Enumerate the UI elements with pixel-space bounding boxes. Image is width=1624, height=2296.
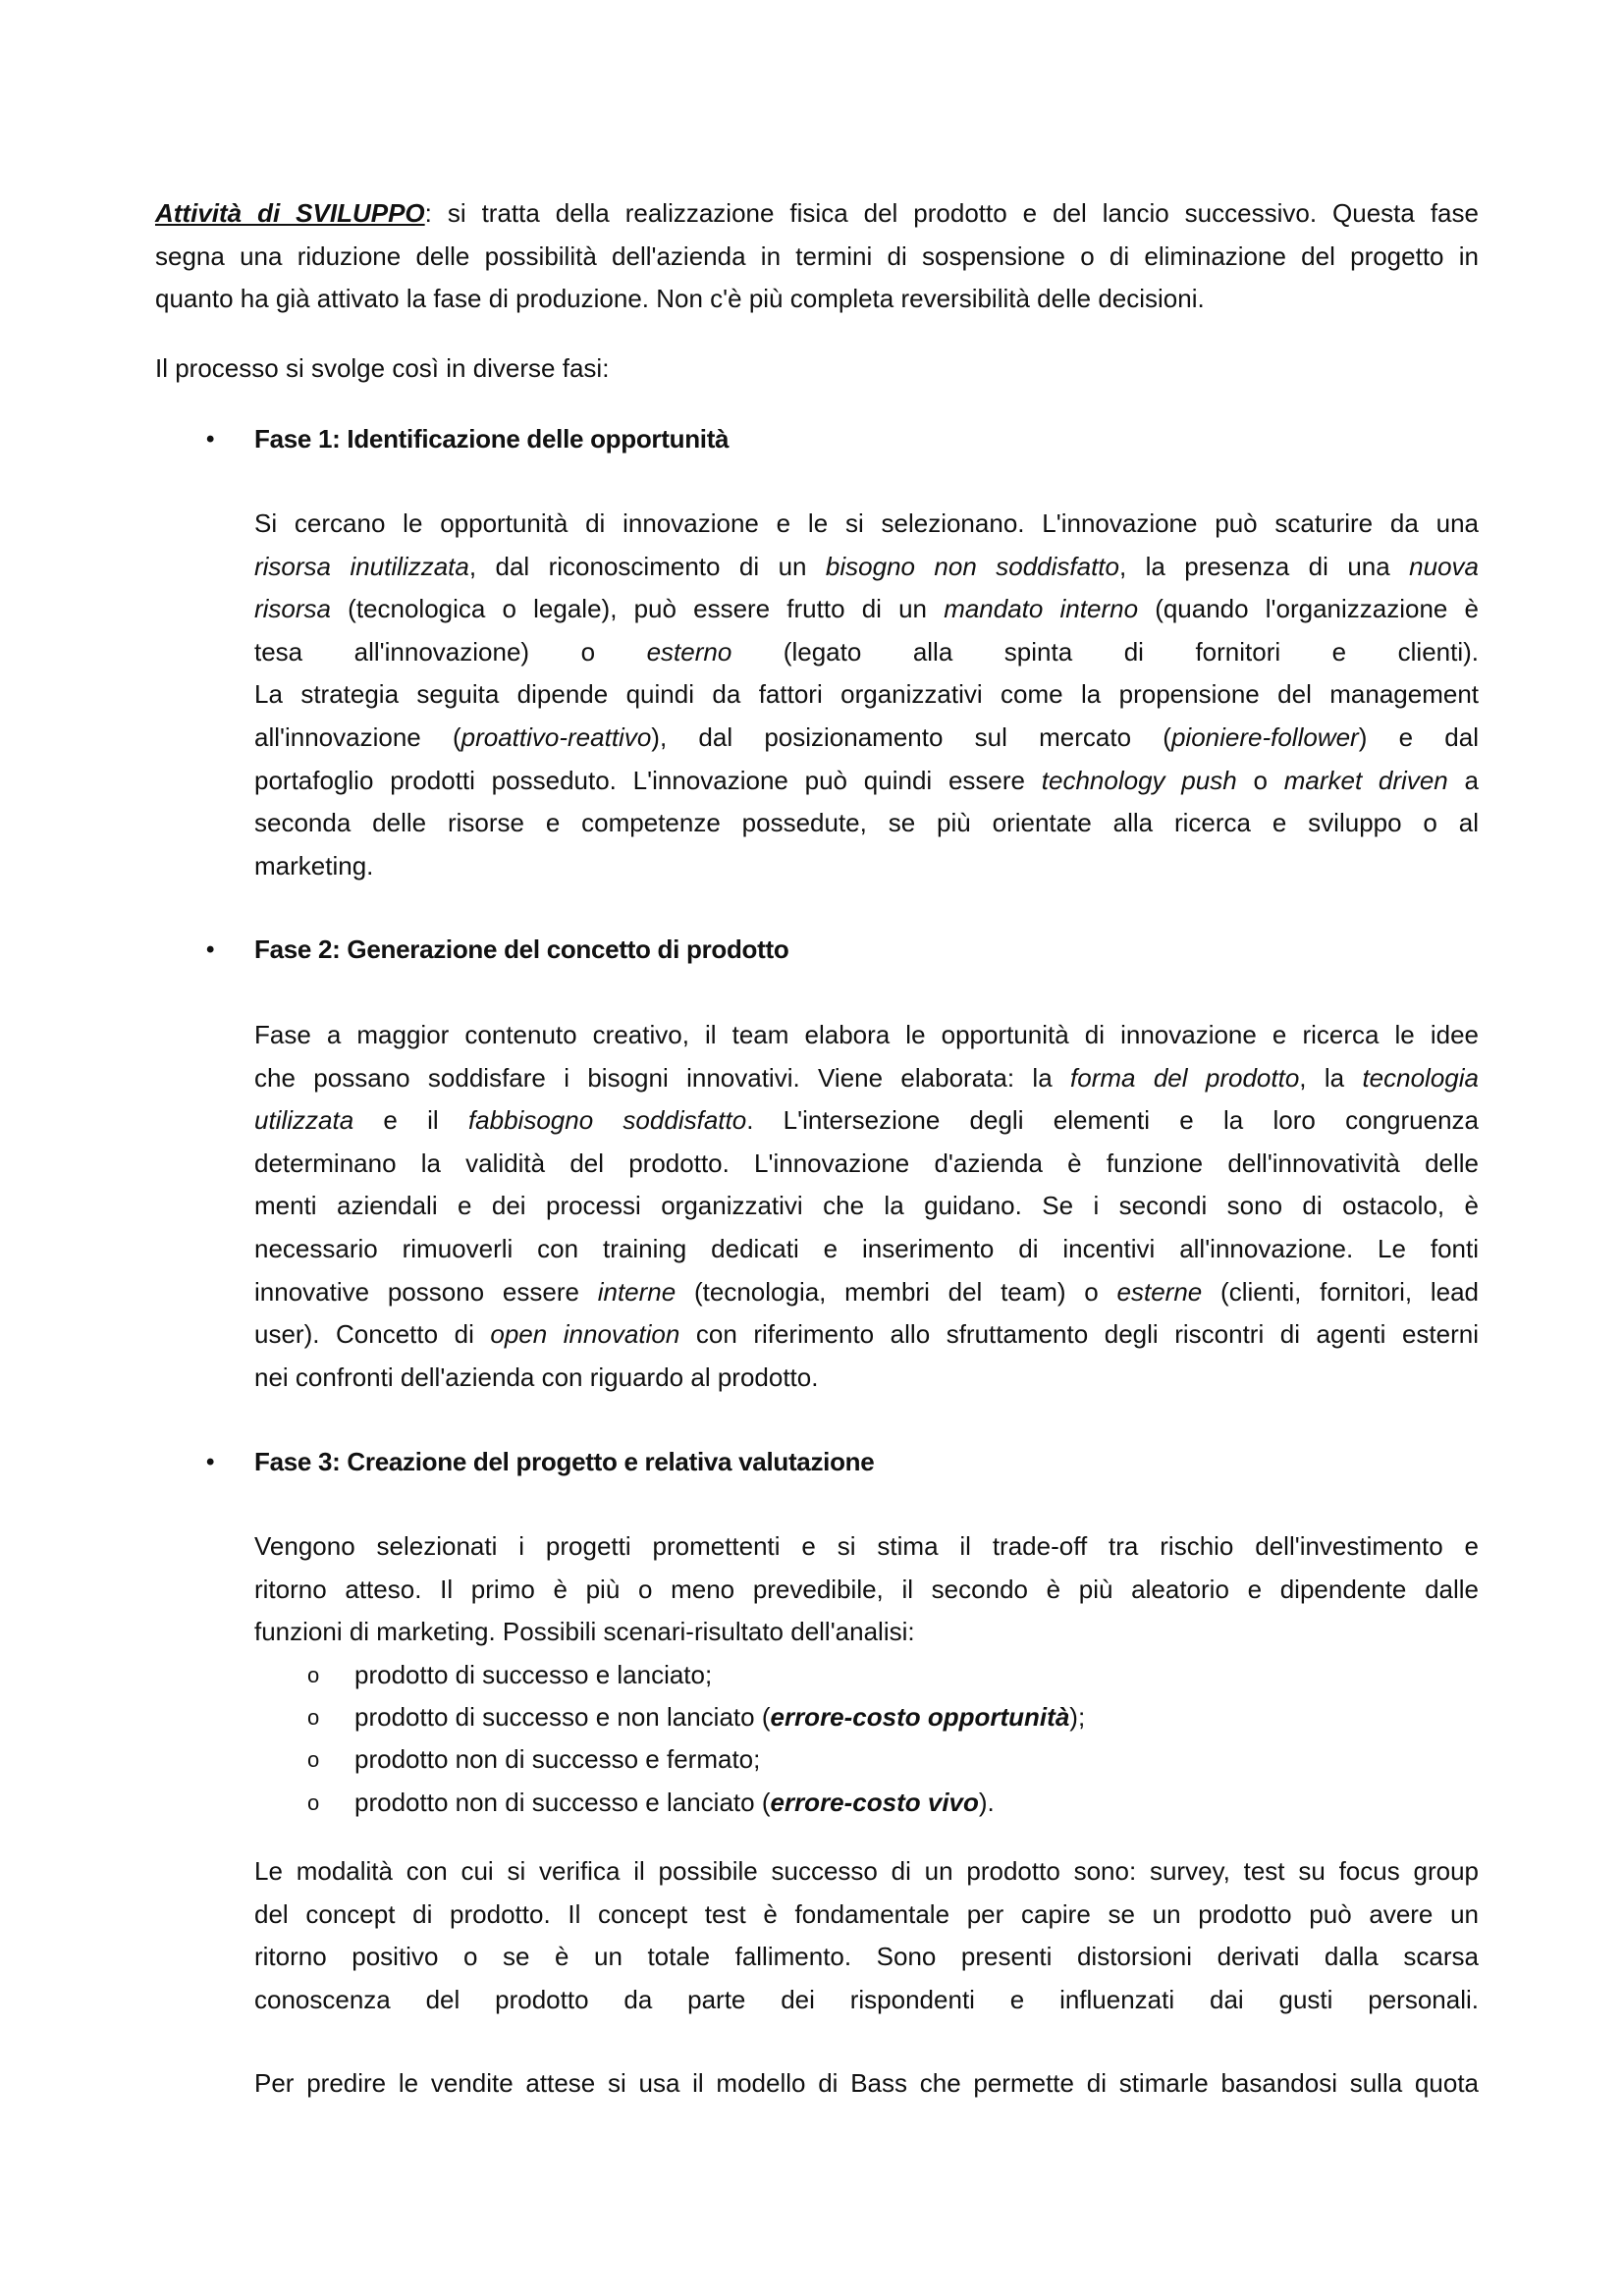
text-run: pioniere-follower — [1170, 721, 1359, 752]
text-line — [254, 1185, 1479, 1228]
text-run: seconda delle risorse e competenze possedute, se più orientate alla ricerca e sviluppo o al — [254, 808, 1479, 838]
text-line — [254, 1057, 1479, 1100]
text-run: marketing. — [254, 850, 374, 881]
text-run: proattivo-reattivo — [460, 721, 652, 752]
text-run: , la — [1299, 1062, 1363, 1093]
text-run: nuova — [1409, 551, 1480, 581]
text-run: Attività di SVILUPPO — [155, 198, 425, 228]
text-run: prodotto di successo e lanciato; — [354, 1660, 713, 1689]
text-run: del concept di prodotto. Il concept test è fondamentale per capire se un prodotto può avere un — [254, 1898, 1479, 1929]
text-run: fabbisogno soddisfatto — [467, 1105, 747, 1136]
text-run: Fase a maggior contenuto creativo, il team elabora le opportunità di innovazione e ricerca le idee — [254, 1020, 1479, 1049]
text-run: tecnologia — [1362, 1062, 1479, 1093]
text-line — [254, 760, 1479, 803]
text-run: , dal riconoscimento di un — [468, 551, 826, 581]
text-run: quanto ha già attivato la fase di produzione. Non c'è più completa reversibilità delle decisioni. — [155, 284, 1205, 314]
text-run: ), dal posizionamento sul mercato ( — [651, 721, 1171, 752]
text-run: , la presenza di una — [1118, 551, 1410, 581]
bullet-icon: • — [206, 1449, 215, 1475]
text-run: funzioni di marketing. Possibili scenari-risultato dell'analisi: — [254, 1617, 915, 1647]
text-run: mandato interno — [944, 594, 1139, 624]
text-line — [254, 673, 1479, 717]
text-line — [155, 192, 1479, 236]
circle-bullet-icon: o — [307, 1663, 320, 1687]
text-line — [254, 1611, 1479, 1654]
text-line — [254, 1143, 1479, 1186]
circle-bullet-icon: o — [307, 1705, 320, 1730]
text-line — [254, 631, 1479, 674]
text-run: ). — [978, 1788, 995, 1817]
text-line — [254, 1357, 1479, 1400]
text-run: portafoglio prodotti posseduto. L'innovazione può quindi essere — [254, 765, 1042, 795]
phase-1-heading — [206, 418, 730, 461]
text-run: nei confronti dell'azienda con riguardo al prodotto. — [254, 1362, 819, 1392]
text-run: user). Concetto di — [254, 1319, 491, 1350]
text-run: forma del prodotto — [1070, 1062, 1300, 1093]
text-run: Vengono selezionati i progetti promettenti e si stima il trade-off tra rischio dell'investimento e — [254, 1531, 1479, 1561]
text-line — [254, 1569, 1479, 1612]
bass-paragraph — [254, 2062, 1479, 2106]
text-run: (quando l'organizzazione è — [1138, 594, 1480, 624]
text-line — [254, 546, 1479, 589]
text-line — [254, 717, 1479, 760]
text-run: errore-costo vivo — [770, 1788, 979, 1817]
text-line — [155, 278, 1479, 321]
text-run: innovative possono essere — [254, 1276, 598, 1307]
text-run: (legato alla spinta di fornitori e clienti). — [731, 636, 1479, 667]
text-run: . L'intersezione degli elementi e la loro congruenza — [746, 1105, 1479, 1136]
text-run: esterne — [1116, 1276, 1203, 1307]
intro-paragraph — [155, 192, 1479, 321]
text-run: (clienti, fornitori, lead — [1202, 1276, 1479, 1307]
text-run: utilizzata — [254, 1105, 354, 1136]
text-run: menti aziendali e dei processi organizzativi che la guidano. Se i secondi sono di ostacolo, è — [254, 1191, 1479, 1221]
text-run: risorsa inutilizzata — [254, 551, 469, 581]
text-run: necessario rimuoverli con training dedicati e inserimento di incentivi all'innovazione. Le fonti — [254, 1233, 1479, 1263]
text-run: prodotto non di successo e lanciato ( — [354, 1788, 771, 1817]
text-run: La strategia seguita dipende quindi da fattori organizzativi come la propensione del management — [254, 679, 1479, 710]
text-run: esterno — [646, 636, 732, 667]
text-run: o — [1236, 765, 1284, 795]
text-run: bisogno non soddisfatto — [825, 551, 1119, 581]
text-run: ) e dal — [1358, 721, 1479, 752]
phase-3-heading — [206, 1441, 875, 1484]
text-run: con riferimento allo sfruttamento degli riscontri di agenti esterni — [679, 1319, 1479, 1350]
text-run: : si tratta della realizzazione fisica del prodotto e del lancio successivo. Questa fase — [424, 198, 1479, 228]
circle-bullet-icon: o — [307, 1747, 320, 1772]
text-run: conoscenza del prodotto da parte dei rispondenti e influenzati dai gusti personali. — [254, 1984, 1479, 2014]
text-run: market driven — [1283, 765, 1448, 795]
text-line — [155, 236, 1479, 279]
text-run: (tecnologica o legale), può essere frutto di un — [331, 594, 945, 624]
scenario-item — [307, 1782, 995, 1825]
text-run: che possano soddisfare i bisogni innovativi. Viene elaborata: la — [254, 1062, 1071, 1093]
phase-2-paragraph — [254, 1014, 1479, 1399]
text-line — [254, 503, 1479, 546]
text-line — [254, 845, 1479, 888]
verification-paragraph — [254, 1850, 1479, 2021]
text-run: Per predire le vendite attese si usa il modello di Bass che permette di stimarle basandosi sulla quota — [254, 2068, 1479, 2098]
text-line — [254, 588, 1479, 631]
text-run: Si cercano le opportunità di innovazione e le si selezionano. L'innovazione può scaturire da una — [254, 508, 1479, 538]
process-intro-line: Il processo si svolge così in diverse fasi: — [155, 353, 610, 383]
phase-2-title: Fase 2: Generazione del concetto di prodotto — [254, 934, 789, 964]
text-run: risorsa — [254, 594, 332, 624]
bullet-icon: • — [206, 426, 215, 453]
text-line — [254, 1979, 1479, 2022]
process-intro-text — [155, 347, 1479, 391]
text-run: (tecnologia, membri del team) o — [676, 1276, 1117, 1307]
text-line — [254, 1850, 1479, 1894]
text-run: technology push — [1041, 765, 1237, 795]
text-run: segna una riduzione delle possibilità dell'azienda in termini di sospensione o di eliminazione del progetto in — [155, 240, 1479, 271]
scenario-item — [307, 1654, 713, 1697]
scenario-item — [307, 1696, 1086, 1739]
text-line — [254, 1014, 1479, 1057]
text-line — [254, 2062, 1479, 2106]
text-run: ritorno atteso. Il primo è più o meno prevedibile, il secondo è più aleatorio e dipendente dalle — [254, 1574, 1479, 1604]
text-line — [254, 1228, 1479, 1271]
scenario-item — [307, 1738, 761, 1782]
bullet-icon: • — [206, 936, 215, 963]
text-run: errore-costo opportunità — [770, 1702, 1070, 1732]
text-run: a — [1447, 765, 1479, 795]
circle-bullet-icon: o — [307, 1790, 320, 1815]
text-line — [254, 1936, 1479, 1979]
phase-1-paragraph — [254, 503, 1479, 887]
text-run: ); — [1069, 1702, 1086, 1732]
text-line — [254, 1525, 1479, 1569]
text-line — [254, 1099, 1479, 1143]
text-run: ritorno positivo o se è un totale fallimento. Sono presenti distorsioni derivati dalla scarsa — [254, 1942, 1479, 1972]
text-run: e il — [353, 1105, 468, 1136]
text-run: determinano la validità del prodotto. L'innovazione d'azienda è funzione dell'innovatività delle — [254, 1148, 1479, 1178]
phase-3-title: Fase 3: Creazione del progetto e relativa valutazione — [254, 1447, 875, 1476]
text-line — [254, 802, 1479, 845]
phase-1-title: Fase 1: Identificazione delle opportunità — [254, 424, 730, 454]
text-line — [254, 1271, 1479, 1314]
text-line — [254, 1313, 1479, 1357]
text-run: open innovation — [490, 1319, 680, 1350]
text-run: Le modalità con cui si verifica il possibile successo di un prodotto sono: survey, test su focus group — [254, 1856, 1479, 1886]
phase-3-paragraph — [254, 1525, 1479, 1654]
text-run: interne — [597, 1276, 677, 1307]
phase-2-heading — [206, 929, 789, 972]
text-run: all'innovazione ( — [254, 721, 461, 752]
text-run: prodotto non di successo e fermato; — [354, 1744, 761, 1774]
text-run: prodotto di successo e non lanciato ( — [354, 1702, 771, 1732]
text-line — [254, 1894, 1479, 1937]
text-run: tesa all'innovazione) o — [254, 636, 647, 667]
